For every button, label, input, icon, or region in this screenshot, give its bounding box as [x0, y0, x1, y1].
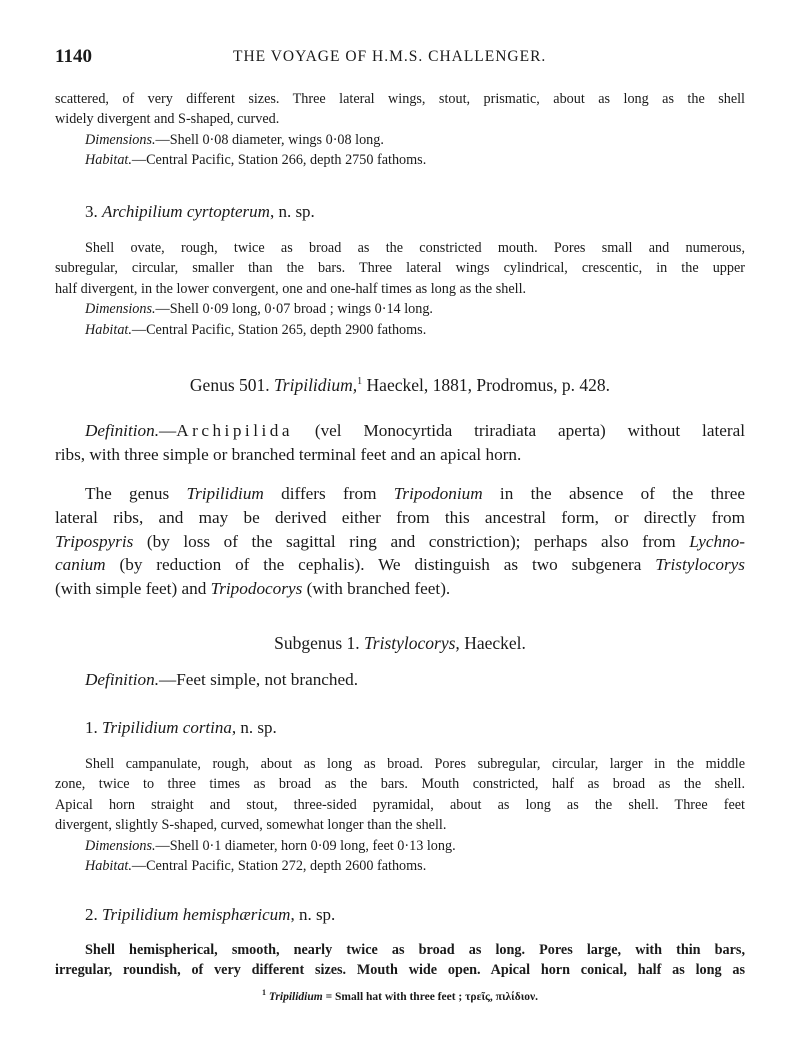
genus-authority: Haeckel, 1881, Prodromus, p. 428. — [362, 375, 611, 395]
discussion-line — [55, 530, 745, 554]
definition-dash: — — [159, 421, 177, 440]
footnote-term: Tripilidium — [268, 990, 323, 1003]
habitat — [55, 856, 745, 876]
species-name: Archipilium cyrtopterum — [102, 202, 270, 221]
definition-label: Definition. — [85, 670, 159, 689]
habitat-text: —Central Pacific, Station 272, depth 2600 fathoms. — [131, 858, 427, 875]
discussion-line — [55, 482, 745, 506]
intro-dimensions — [55, 130, 745, 150]
genus-heading — [55, 375, 745, 396]
species-description — [55, 940, 745, 981]
species-name: Tripilidium cortina — [102, 718, 232, 737]
discussion-line: lateral ribs, and may be derived either from this ancestral form, or directly from — [55, 507, 745, 527]
definition-line: ribs, with three simple or branched terminal feet and an apical horn. — [55, 444, 522, 464]
species-description — [55, 754, 745, 876]
species-suffix: , n. sp. — [231, 718, 277, 737]
genus-discussion — [55, 482, 745, 601]
definition-text: (vel Monocyrtida triradiata aperta) without lateral — [292, 421, 745, 440]
discussion-line — [55, 553, 745, 577]
taxon-name: Tripodocorys — [210, 579, 303, 599]
habitat — [55, 320, 745, 340]
desc-line: divergent, slightly S-shaped, curved, somewhat longer than the shell. — [55, 817, 447, 834]
species-suffix: , n. sp. — [269, 202, 315, 221]
genus-label: Genus 501. — [189, 375, 270, 395]
desc-line: half divergent, in the lower convergent, one and one-half times as long as the shell. — [55, 280, 527, 297]
dimensions-text: —Shell 0·08 diameter, wings 0·08 long. — [155, 131, 384, 148]
dimensions-label: Dimensions. — [85, 301, 156, 318]
species-number: 2. — [85, 905, 98, 924]
subgenus-heading — [55, 633, 745, 654]
species-number: 1. — [85, 718, 98, 737]
desc-line: Apical horn straight and stout, three-sided pyramidal, about as long as the shell. Three feet — [55, 796, 745, 813]
intro-desc-line: scattered, of very different sizes. Three lateral wings, stout, prismatic, about as long as the shell — [55, 91, 745, 107]
taxon-name: Tripodonium — [393, 484, 483, 503]
definition-line — [55, 668, 745, 692]
dimensions — [55, 299, 745, 319]
subgenus-label: Subgenus 1. — [274, 633, 360, 653]
text-run: (by reduction of the cephalis). We distinguish as two subgenera — [105, 555, 656, 575]
desc-line: subregular, circular, smaller than the bars. Three lateral wings cylindrical, crescentic, in the upper — [55, 260, 745, 277]
habitat-text: —Central Pacific, Station 265, depth 2900 fathoms. — [131, 321, 427, 338]
intro-habitat — [55, 150, 745, 170]
dimensions-label: Dimensions. — [85, 837, 156, 854]
text-run: (with simple feet) and — [55, 579, 211, 599]
text-run: (with branched feet). — [302, 579, 451, 599]
habitat-label: Habitat. — [85, 152, 132, 169]
text-run: The genus — [85, 484, 187, 503]
dimensions-label: Dimensions. — [85, 131, 156, 148]
discussion-line — [55, 577, 745, 601]
dimensions — [55, 836, 745, 856]
desc-line: irregular, roundish, of very different sizes. Mouth wide open. Apical horn conical, half as long as — [55, 962, 745, 979]
footnote-mark: 1 — [261, 988, 266, 997]
definition-taxon: Archipilida — [176, 421, 293, 440]
definition-label: Definition. — [85, 421, 159, 440]
footnote — [55, 988, 745, 1003]
intro-desc-line: widely divergent and S-shaped, curved. — [55, 111, 280, 128]
species-number: 3. — [85, 202, 98, 221]
running-title: THE VOYAGE OF H.M.S. CHALLENGER. — [233, 48, 547, 65]
desc-line: Shell campanulate, rough, about as long as broad. Pores subregular, circular, larger in the middle — [85, 756, 745, 772]
definition-text: —Feet simple, not branched. — [159, 670, 359, 689]
taxon-name: Lychno- — [689, 531, 745, 551]
dimensions-text: —Shell 0·09 long, 0·07 broad ; wings 0·14 long. — [155, 301, 433, 318]
text-run: differs from — [263, 484, 394, 503]
species-heading — [85, 202, 775, 222]
footnote-ref: 1 — [357, 376, 363, 388]
species-name: Tripilidium hemisphæricum — [102, 905, 291, 924]
desc-line: zone, twice to three times as broad as the bars. Mouth constricted, half as broad as the shell. — [55, 776, 745, 793]
footnote-text: = Small hat with three feet ; τρεῖς, πιλίδιον. — [322, 990, 539, 1003]
taxon-name: canium — [55, 555, 106, 575]
species-description — [55, 238, 745, 340]
subgenus-authority: Haeckel. — [459, 633, 526, 653]
taxon-name: Tripilidium — [186, 484, 264, 503]
habitat-text: —Central Pacific, Station 266, depth 2750 fathoms. — [131, 152, 427, 169]
taxon-name: Tristylocorys — [655, 555, 745, 575]
habitat-label: Habitat. — [85, 858, 132, 875]
running-header — [55, 46, 745, 68]
taxon-name: Tripospyris — [55, 531, 134, 551]
page-number: 1140 — [55, 46, 92, 67]
text-run: (by loss of the sagittal ring and constriction); perhaps also from — [133, 531, 690, 551]
genus-name: Tripilidium, — [274, 375, 358, 395]
desc-line: Shell ovate, rough, twice as broad as the constricted mouth. Pores small and numerous, — [85, 240, 745, 256]
dimensions-text: —Shell 0·1 diameter, horn 0·09 long, feet 0·13 long. — [155, 837, 456, 854]
subgenus-definition — [55, 668, 745, 692]
species-heading — [85, 718, 775, 738]
genus-definition — [55, 419, 745, 467]
species-heading — [85, 905, 775, 925]
habitat-label: Habitat. — [85, 321, 132, 338]
subgenus-name: Tristylocorys, — [364, 633, 460, 653]
intro-description — [55, 89, 745, 171]
species-suffix: , n. sp. — [290, 905, 336, 924]
text-run: in the absence of the three — [482, 484, 745, 503]
desc-line: Shell hemispherical, smooth, nearly twice as broad as long. Pores large, with thin bars, — [85, 942, 745, 958]
definition-line — [55, 419, 745, 443]
